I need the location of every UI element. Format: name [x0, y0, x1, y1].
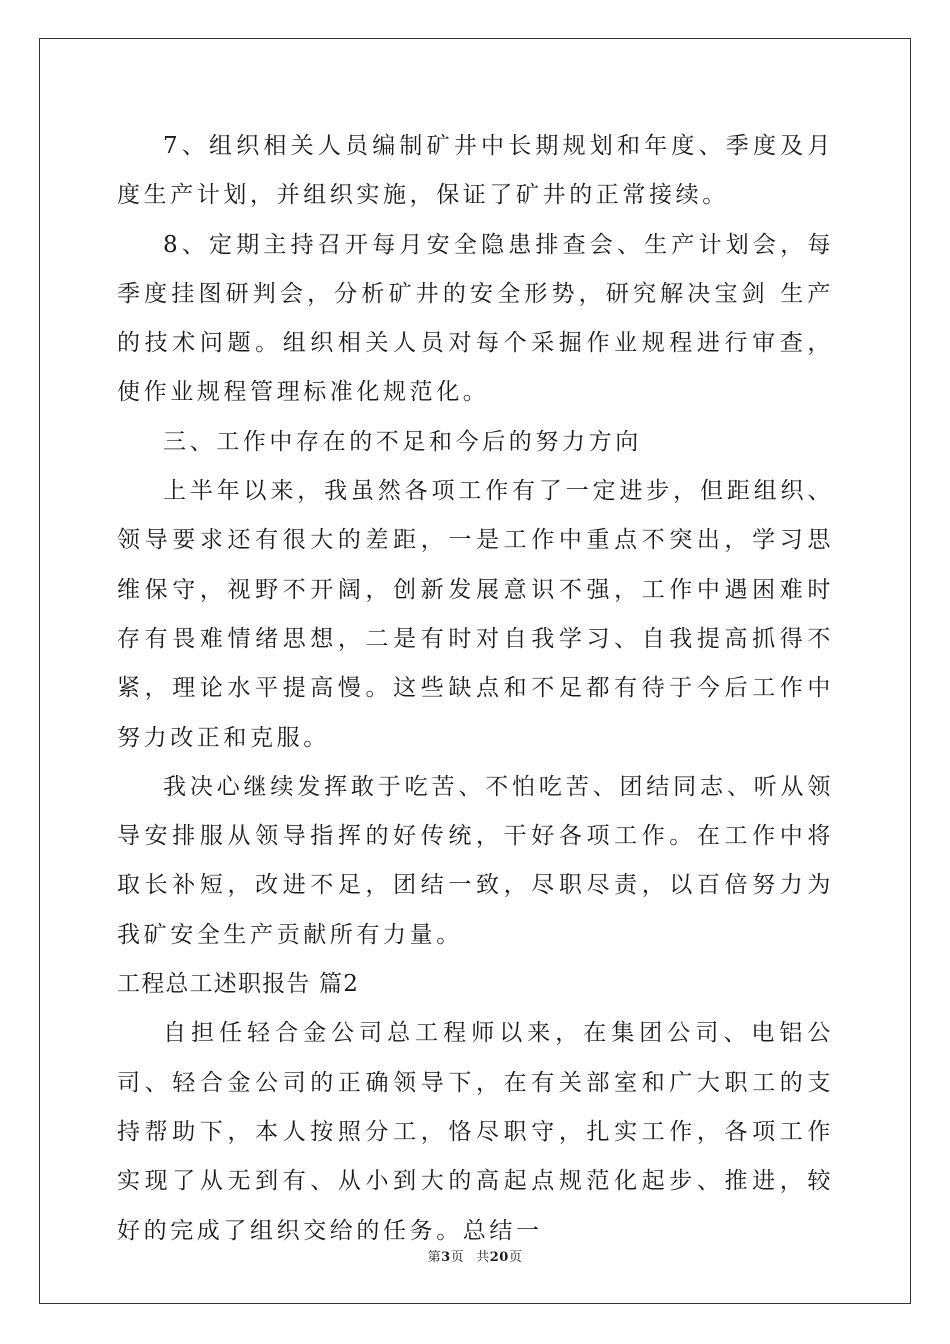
footer-page-suffix: 页	[450, 1250, 465, 1265]
section-title: 工程总工述职报告 篇2	[117, 971, 360, 998]
page-footer	[0, 1246, 950, 1265]
section-heading-shortcomings: 三、工作中存在的不足和今后的努力方向	[163, 428, 642, 455]
paragraph-shortcomings: 上半年以来，我虽然各项工作有了一定进步，但距组织、领导要求还有很大的差距，一是工作中重点不突出，学习思维保守，视野不开阔，创新发展意识不强，工作中遇困难时存有畏难情绪思想，二是有时对自我学习、自我提高抓得不紧，理论水平提高慢。这些缺点和不足都有待于今后工作中努力改正和克服。	[117, 478, 834, 751]
footer-prefix: 第	[427, 1250, 442, 1265]
paragraph-item-8: 8、定期主持召开每月安全隐患排查会、生产计划会，每季度挂图研判会，分析矿井的安全形势，研究解决宝剑 生产的技术问题。组织相关人员对每个采掘作业规程进行审查，使作业规程管理标准化规范化。	[117, 231, 834, 406]
paragraph-section-2-intro: 自担任轻合金公司总工程师以来，在集团公司、电铝公司、轻合金公司的正确领导下，在有关部室和广大职工的支持帮助下，本人按照分工，恪尽职守，扎实工作，各项工作实现了从无到有、从小到大的高起点规范化起步、推进，较好的完成了组织交给的任务。总结一	[117, 1020, 834, 1244]
footer-page-number: 3	[441, 1250, 451, 1265]
paragraph-item-7: 7、组织相关人员编制矿井中长期规划和年度、季度及月度生产计划，并组织实施，保证了矿井的正常接续。	[117, 133, 834, 209]
footer-total-prefix: 共	[476, 1250, 490, 1265]
footer-total-pages: 20	[489, 1250, 509, 1265]
footer-total-suffix: 页	[508, 1250, 523, 1265]
paragraph-resolution: 我决心继续发挥敢于吃苦、不怕吃苦、团结同志、听从领导安排服从领导指挥的好传统，干好各项工作。在工作中将取长补短，改进不足，团结一致，尽职尽责，以百倍努力为我矿安全生产贡献所有力量。	[117, 773, 834, 948]
document-body	[117, 122, 834, 1256]
